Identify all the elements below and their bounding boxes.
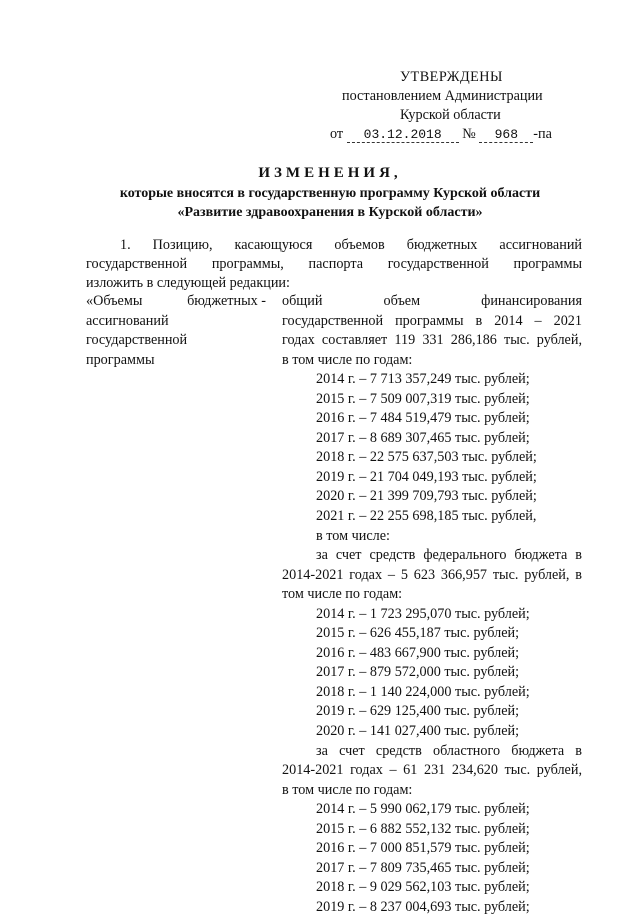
approval-stamp (330, 68, 580, 144)
regional-year-row: 2019 г. – 8 237 004,693 тыс. рублей; (316, 898, 530, 915)
title-sub-2: «Развитие здравоохранения в Курской области» (177, 205, 483, 220)
title-main: ИЗМЕНЕНИЯ, (258, 165, 402, 181)
left-label-word-1: «Объемы (86, 293, 143, 309)
total-year-row: 2015 г. – 7 509 007,319 тыс. рублей; (316, 390, 530, 407)
approval-line-3: Курской области (400, 107, 501, 123)
from-label: от (330, 126, 344, 142)
federal-line-2: 2014-2021 годах – 5 623 366,957 тыс. рублей, в (282, 566, 582, 583)
total-year-row: 2016 г. – 7 484 519,479 тыс. рублей; (316, 410, 530, 427)
left-label-line-4: программы (86, 351, 155, 368)
regional-year-row: 2014 г. – 5 990 062,179 тыс. рублей; (316, 801, 530, 818)
approval-date-line (330, 125, 580, 144)
number-suffix: -па (533, 126, 552, 142)
regional-line-1: за счет средств областного бюджета в (316, 742, 582, 759)
total-year-row: 2021 г. – 22 255 698,185 тыс. рублей, (316, 508, 537, 525)
federal-year-row: 2018 г. – 1 140 224,000 тыс. рублей; (316, 683, 530, 700)
title-sub-1: которые вносятся в государственную программу Курской области (119, 186, 541, 201)
funding-column (282, 292, 582, 918)
including-label: в том числе: (316, 527, 390, 544)
approval-date: 03.12.2018 (347, 127, 459, 143)
regional-year-row: 2015 г. – 6 882 552,132 тыс. рублей; (316, 820, 530, 837)
intro-line-2: государственной программы, паспорта государственной программы (86, 256, 582, 272)
total-line-4: в том числе по годам: (282, 351, 413, 368)
regional-year-row: 2016 г. – 7 000 851,579 тыс. рублей; (316, 840, 530, 857)
total-line-1: общий объем финансирования (282, 293, 582, 309)
left-label-line-1 (86, 292, 266, 312)
total-year-row: 2020 г. – 21 399 709,793 тыс. рублей; (316, 488, 537, 505)
total-line-2: государственной программы в 2014 – 2021 (282, 312, 582, 329)
number-label: № (462, 126, 476, 142)
left-label-line-3: государственной (86, 332, 188, 348)
total-year-row: 2014 г. – 7 713 357,249 тыс. рублей; (316, 371, 530, 388)
federal-year-row: 2017 г. – 879 572,000 тыс. рублей; (316, 664, 520, 681)
regional-year-row: 2018 г. – 9 029 562,103 тыс. рублей; (316, 879, 530, 896)
approval-line-2: постановлением Администрации (342, 88, 543, 104)
intro-line-1: 1. Позицию, касающуюся объемов бюджетных ассигнований (120, 237, 582, 253)
regional-line-2: 2014-2021 годах – 61 231 234,620 тыс. рублей, (282, 762, 582, 779)
intro-line-3: изложить в следующей редакции: (86, 275, 290, 291)
left-label-line-2: ассигнований (86, 312, 169, 329)
federal-line-3: том числе по годам: (282, 586, 403, 603)
approval-heading: УТВЕРЖДЕНЫ (400, 69, 503, 85)
federal-year-row: 2015 г. – 626 455,187 тыс. рублей; (316, 625, 520, 642)
federal-year-row: 2014 г. – 1 723 295,070 тыс. рублей; (316, 605, 530, 622)
regional-line-3: в том числе по годам: (282, 781, 413, 798)
federal-line-1: за счет средств федерального бюджета в (316, 547, 582, 564)
left-label-word-2: бюджетных - (187, 293, 266, 309)
document-title (80, 162, 580, 222)
total-line-3: годах составляет 119 331 286,186 тыс. рублей, (282, 332, 582, 349)
federal-year-row: 2016 г. – 483 667,900 тыс. рублей; (316, 644, 520, 661)
approval-number: 968 (479, 127, 533, 143)
total-year-row: 2019 г. – 21 704 049,193 тыс. рублей; (316, 468, 537, 485)
federal-year-row: 2020 г. – 141 027,400 тыс. рублей; (316, 723, 520, 740)
total-year-row: 2017 г. – 8 689 307,465 тыс. рублей; (316, 429, 530, 446)
left-label-column (86, 292, 266, 370)
federal-year-row: 2019 г. – 629 125,400 тыс. рублей; (316, 703, 520, 720)
intro-paragraph (86, 236, 582, 293)
regional-year-row: 2017 г. – 7 809 735,465 тыс. рублей; (316, 859, 530, 876)
total-year-row: 2018 г. – 22 575 637,503 тыс. рублей; (316, 449, 537, 466)
